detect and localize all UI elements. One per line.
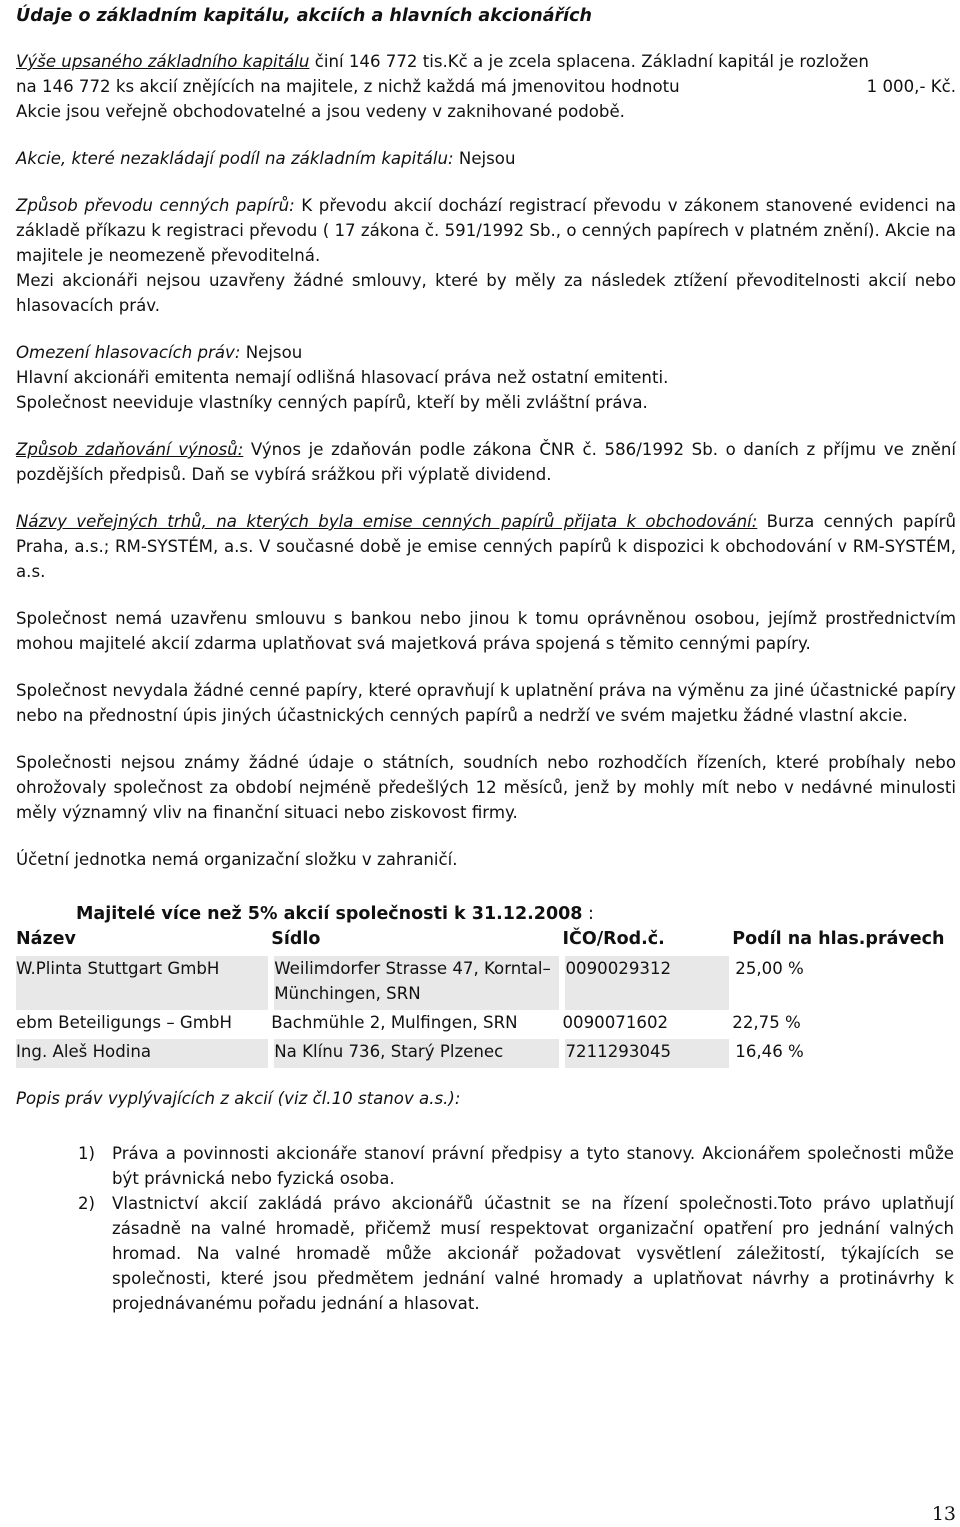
header-id: IČO/Rod.č. xyxy=(562,929,665,949)
capital-label: Výše upsaného základního kapitálu xyxy=(16,52,310,71)
voting-paragraph xyxy=(16,340,956,415)
cell-share: 25,00 % xyxy=(732,956,946,1010)
voting-value: Nejsou xyxy=(240,343,303,362)
cell-id: 7211293045 xyxy=(562,1039,732,1068)
section-heading: Údaje o základním kapitálu, akciích a hlavních akcionářích xyxy=(16,6,592,26)
cell-name: W.Plinta Stuttgart GmbH xyxy=(16,956,271,1010)
cell-seat: Na Klínu 736, Starý Plzenec xyxy=(271,1039,562,1068)
table-header-row xyxy=(16,927,946,956)
tax-text: Výnos je zdaňován podle zákona ČNR č. 586/1992 Sb. o daních z příjmu ve znění pozdějších předpisů. Daň se vybírá srážkou při výplatě dividend. xyxy=(16,440,957,484)
list-item-number: 2) xyxy=(78,1194,96,1213)
cell-id: 0090029312 xyxy=(562,956,732,1010)
document-page xyxy=(16,4,956,1316)
capital-line1: činí 146 772 tis.Kč a je zcela splacena. Základní kapitál je rozložen xyxy=(309,52,869,71)
list-item xyxy=(16,1141,956,1191)
tax-paragraph xyxy=(16,437,956,487)
capital-paragraph xyxy=(16,49,956,124)
table-row xyxy=(16,956,946,1010)
holders-table xyxy=(16,927,946,1068)
no-share-paragraph xyxy=(16,146,956,171)
tax-label: Způsob zdaňování výnosů: xyxy=(16,440,244,459)
holders-title-text: Majitelé více než 5% akcií společnosti k 31.12.2008 xyxy=(76,904,583,924)
transfer-paragraph xyxy=(16,193,956,318)
transfer-text2: Mezi akcionáři nejsou uzavřeny žádné smlouvy, které by měly za následek ztížení převoditelnosti akcií nebo hlasovacích práv. xyxy=(16,271,956,315)
header-seat: Sídlo xyxy=(271,929,321,949)
cell-name: ebm Beteiligungs – GmbH xyxy=(16,1013,232,1032)
rights-label: Popis práv vyplývajících z akcií (viz čl.10 stanov a.s.): xyxy=(16,1089,461,1108)
table-row xyxy=(16,1039,946,1068)
list-item xyxy=(16,1191,956,1316)
rights-list xyxy=(16,1141,956,1316)
holders-table-title xyxy=(76,902,956,927)
list-item-text: Práva a povinnosti akcionáře stanoví právní předpisy a tyto stanovy. Akcionářem společnosti může být právnická nebo fyzická osoba. xyxy=(112,1144,954,1188)
cell-name: Ing. Aleš Hodina xyxy=(16,1039,271,1068)
cell-seat: Bachmühle 2, Mulfingen, SRN xyxy=(271,1013,518,1032)
branch-paragraph: Účetní jednotka nemá organizační složku v zahraničí. xyxy=(16,850,458,869)
markets-label: Názvy veřejných trhů, na kterých byla emise cenných papírů přijata k obchodování: xyxy=(16,512,758,531)
markets-paragraph xyxy=(16,509,956,584)
cell-seat: Weilimdorfer Strasse 47, Korntal–Münchingen, SRN xyxy=(271,956,562,1010)
header-name: Název xyxy=(16,929,76,949)
securities-paragraph: Společnost nevydala žádné cenné papíry, které opravňují k uplatnění práva na výměnu za jiné účastnické papíry nebo na přednostní úpis jiných účastnických cenných papírů a nedrží ve svém majetku žádné vlastní akcie. xyxy=(16,681,956,725)
voting-line3: Společnost neeviduje vlastníky cenných papírů, kteří by měli zvláštní práva. xyxy=(16,393,648,412)
cell-id: 0090071602 xyxy=(562,1013,669,1032)
no-share-value: Nejsou xyxy=(453,149,516,168)
bank-paragraph: Společnost nemá uzavřenu smlouvu s bankou nebo jinou k tomu oprávněnou osobou, jejímž prostřednictvím mohou majitelé akcií zdarma uplatňovat svá majetková práva spojená s těmito cennými papíry. xyxy=(16,609,956,653)
page-number: 13 xyxy=(931,1503,956,1525)
capital-line2-left: na 146 772 ks akcií znějících na majitele, z nichž každá má jmenovitou hodnotu xyxy=(16,77,680,96)
voting-line2: Hlavní akcionáři emitenta nemají odlišná hlasovací práva než ostatní emitenti. xyxy=(16,368,669,387)
markets-text: Burza cenných papírů Praha, a.s.; RM-SYSTÉM, a.s. V současné době je emise cenných papírů k dispozici k obchodování v RM-SYSTÉM, a.s. xyxy=(16,512,956,581)
voting-label: Omezení hlasovacích práv: xyxy=(16,343,241,362)
list-item-number: 1) xyxy=(78,1144,96,1163)
transfer-text: K převodu akcií dochází registrací převodu v zákonem stanovené evidenci na základě příkazu k registraci převodu ( 17 zákona č. 591/1992 Sb., o cenných papírech v platném znění). Akcie na majitele je neomezeně převoditelná. xyxy=(16,196,956,265)
capital-line3: Akcie jsou veřejně obchodovatelné a jsou vedeny v zaknihované podobě. xyxy=(16,102,625,121)
transfer-label: Způsob převodu cenných papírů: xyxy=(16,196,295,215)
holders-title-suffix: : xyxy=(582,904,594,924)
list-item-text: Vlastnictví akcií zakládá právo akcionářů účastnit se na řízení společnosti.Toto právo uplatňují zásadně na valné hromadě, přičemž musí respektovat organizační opatření pro jednání valných hromad. Na valné hromadě může akcionář požadovat vysvětlení záležitostí, týkajících se společnosti, které jsou předmětem jednání valné hromady a uplatňovat návrhy a protinávrhy k projednávanému pořadu jednání a hlasovat. xyxy=(112,1194,954,1313)
proceedings-paragraph: Společnosti nejsou známy žádné údaje o státních, soudních nebo rozhodčích řízeních, které probíhaly nebo ohrožovaly společnost za období nejméně předešlých 12 měsíců, jenž by mohly mít nebo v nedávné minulosti měly významný vliv na finanční situaci nebo ziskovost firmy. xyxy=(16,753,956,822)
cell-share: 22,75 % xyxy=(732,1013,801,1032)
no-share-label: Akcie, které nezakládají podíl na základním kapitálu: xyxy=(16,149,454,168)
header-share: Podíl na hlas.právech xyxy=(732,929,945,949)
capital-line2-right: 1 000,- Kč. xyxy=(866,77,956,96)
cell-share: 16,46 % xyxy=(732,1039,946,1068)
table-row xyxy=(16,1010,946,1039)
